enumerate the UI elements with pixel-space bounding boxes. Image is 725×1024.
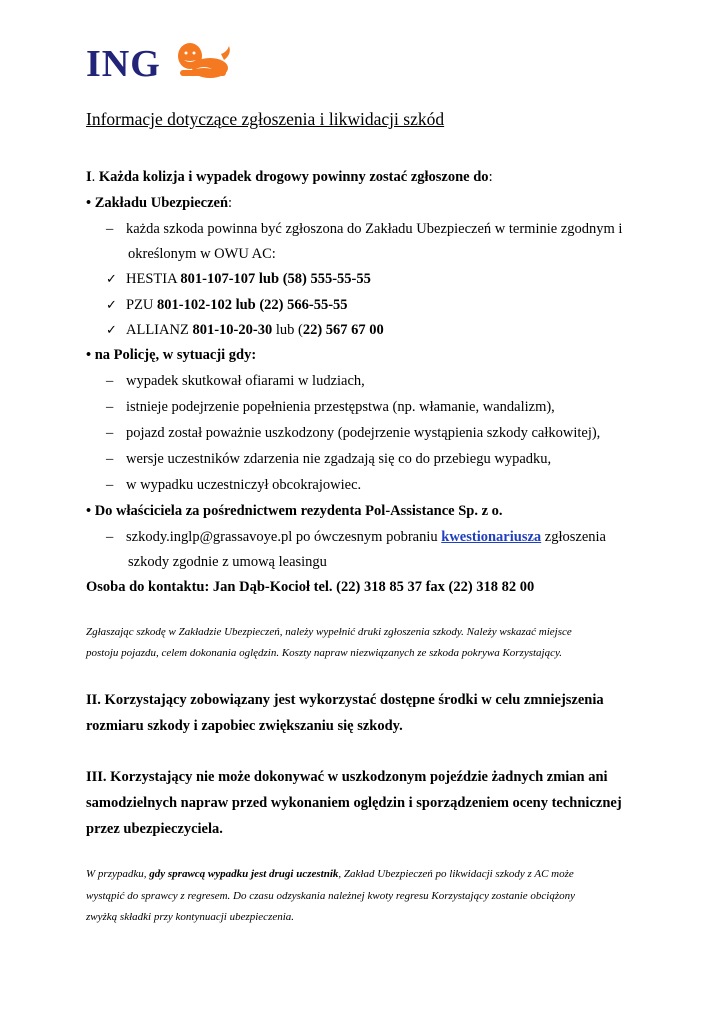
police-item-text: wersje uczestników zdarzenia nie zgadzają się co do przebiegu wypadku, xyxy=(126,451,552,467)
dash-bullet: – xyxy=(106,221,114,237)
contact-person: Osoba do kontaktu: Jan Dąb-Kocioł tel. (22) 318 85 37 fax (22) 318 82 00 xyxy=(86,579,535,595)
police-item xyxy=(106,424,600,442)
questionnaire-link[interactable]: kwestionariusza xyxy=(441,529,542,545)
section1-colon: : xyxy=(488,169,493,185)
police-item-text: wypadek skutkował ofiarami w ludziach, xyxy=(126,373,365,389)
insurer-heading xyxy=(86,194,232,212)
checkmark-icon: ✓ xyxy=(106,323,117,338)
checkmark-icon: ✓ xyxy=(106,298,117,313)
dash-bullet: – xyxy=(106,425,114,441)
section3-line3: przez ubezpieczyciela. xyxy=(86,821,223,837)
police-item-text: w wypadku uczestniczył obcokrajowiec. xyxy=(126,477,362,493)
insurer-desc-text1: każda szkoda powinna być zgłoszona do Zakładu Ubezpieczeń w terminie zgodnym i xyxy=(126,221,623,237)
insurer-phone1: 801-10-20-30 xyxy=(192,322,273,338)
section2-line2: rozmiaru szkody i zapobiec zwiększaniu się szkody. xyxy=(86,718,403,734)
owner-email-text: szkody.inglp@grassavoye.pl po ówczesnym pobraniu xyxy=(126,529,442,545)
police-item-text: pojazd został poważnie uszkodzony (podejrzenie wystąpienia szkody całkowitej), xyxy=(126,425,601,441)
owner-line1 xyxy=(106,528,606,546)
ing-logo-text: ING xyxy=(86,43,161,85)
note1-line2: postoju pojazdu, celem dokonania oględzin. Koszty napraw niezwiązanych ze szkoda pokrywa Korzystający. xyxy=(86,647,563,659)
note2-pre: W przypadku, xyxy=(86,868,150,880)
section1-heading: I. Każda kolizja i wypadek drogowy powinny zostać zgłoszone do: xyxy=(86,169,493,185)
insurer-allianz xyxy=(106,321,384,340)
page-title: Informacje dotyczące zgłoszenia i likwidacji szkód xyxy=(86,109,445,129)
note2-line1 xyxy=(86,867,574,881)
dash-bullet: – xyxy=(106,477,114,493)
owner-line1-post: zgłoszenia xyxy=(541,529,606,545)
insurer-colon: : xyxy=(228,195,233,211)
police-heading: • na Policję, w sytuacji gdy: xyxy=(86,347,257,363)
section2-line1: II. Korzystający zobowiązany jest wykorzystać dostępne środki w celu zmniejszenia xyxy=(86,692,604,708)
police-item xyxy=(106,398,555,416)
note2-line2: wystąpić do sprawcy z regresem. Do czasu odzyskania należnej kwoty regresu Korzystający zostanie obciążony xyxy=(86,890,576,902)
owner-line2: szkody zgodnie z umową leasingu xyxy=(128,554,327,570)
section1-heading-text: Każda kolizja i wypadek drogowy powinny zostać zgłoszone do xyxy=(98,169,489,185)
note2-bold: gdy sprawcą wypadku jest drugi uczestnik xyxy=(149,868,339,880)
section1-roman: I xyxy=(86,169,92,185)
insurer-hestia xyxy=(106,270,371,289)
police-item-text: istnieje podejrzenie popełnienia przestępstwa (np. włamanie, wandalizm), xyxy=(126,399,555,415)
insurer-name: ALLIANZ xyxy=(126,322,193,338)
insurer-pzu xyxy=(106,296,348,315)
note1-line1: Zgłaszając szkodę w Zakładzie Ubezpieczeń, należy wypełnić druki zgłoszenia szkody. Należy wskazać miejsce xyxy=(86,626,572,638)
dash-bullet: – xyxy=(106,399,114,415)
insurer-phones: 801-107-107 lub (58) 555-55-55 xyxy=(180,271,371,287)
dash-bullet: – xyxy=(106,529,114,545)
insurer-name: HESTIA xyxy=(126,271,181,287)
insurer-name: PZU xyxy=(126,297,158,313)
dash-bullet: – xyxy=(106,373,114,389)
police-item xyxy=(106,450,551,468)
owner-heading: • Do właściciela za pośrednictwem rezydenta Pol-Assistance Sp. z o. xyxy=(86,503,503,519)
section3-line2: samodzielnych napraw przed wykonaniem oględzin i sporządzeniem oceny technicznej xyxy=(86,795,622,811)
insurer-phone2: 22) 567 67 00 xyxy=(302,322,384,338)
note2-post: , Zakład Ubezpieczeń po likwidacji szkody z AC może xyxy=(338,868,574,880)
insurer-heading-text: • Zakładu Ubezpieczeń xyxy=(86,195,229,211)
note2-line3: zwyżką składki przy kontynuacji ubezpieczenia. xyxy=(86,911,295,923)
insurer-desc-line2: określonym w OWU AC: xyxy=(128,246,276,262)
insurer-phones: 801-102-102 lub (22) 566-55-55 xyxy=(157,297,348,313)
police-item xyxy=(106,372,365,390)
insurer-desc-line1 xyxy=(106,220,622,238)
section3-line1: III. Korzystający nie może dokonywać w uszkodzonym pojeździe żadnych zmian ani xyxy=(86,769,608,785)
insurer-sep: lub ( xyxy=(272,322,303,338)
dash-bullet: – xyxy=(106,451,114,467)
lion-logo-icon xyxy=(172,40,232,82)
police-item xyxy=(106,476,361,494)
checkmark-icon: ✓ xyxy=(106,272,117,287)
